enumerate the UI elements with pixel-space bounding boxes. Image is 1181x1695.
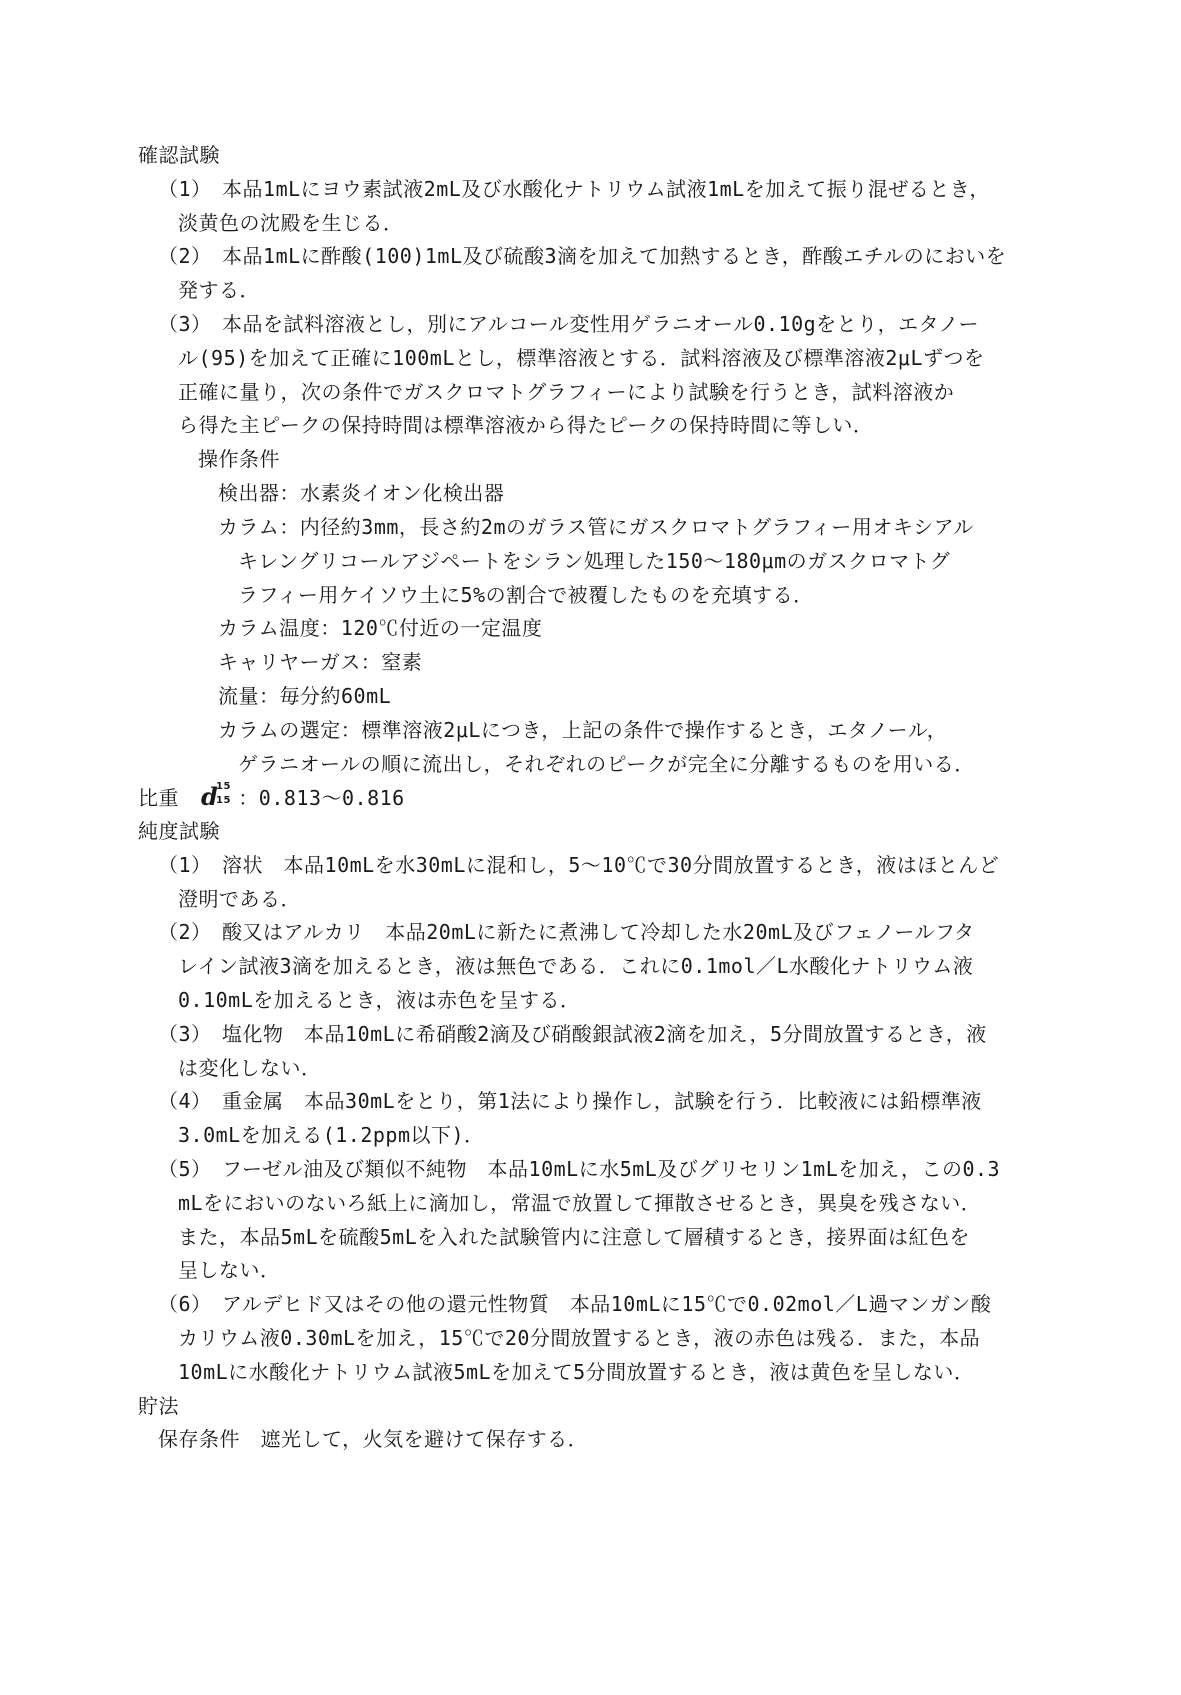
- purity-item6-line2: カリウム液0.30mLを加え，15℃で20分間放置するとき，液の赤色は残る．また，本品: [178, 1326, 981, 1350]
- conditions-detector: 検出器：水素炎イオン化検出器: [218, 481, 505, 505]
- density-symbol-letter: d: [201, 782, 219, 811]
- density-symbol: [201, 781, 231, 811]
- specific-gravity: [138, 781, 405, 811]
- conditions-heading: 操作条件: [198, 447, 280, 471]
- identification-item3-line2: ル(95)を加えて正確に100mLとし，標準溶液とする．試料溶液及び標準溶液2μLずつを: [178, 346, 985, 370]
- purity-item2-line2: レイン試液3滴を加えるとき，液は無色である．これに0.1mol／L水酸化ナトリウム液: [178, 954, 974, 978]
- purity-item6-line1: （6） アルデヒド又はその他の還元性物質 本品10mLに15℃で0.02mol／L過マンガン酸: [158, 1292, 992, 1316]
- conditions-flow-rate: 流量：毎分約60mL: [218, 684, 392, 708]
- conditions-column-line3: ラフィー用ケイソウ土に5%の割合で被覆したものを充填する．: [238, 583, 814, 607]
- identification-item1-line2: 淡黄色の沈殿を生じる．: [178, 211, 404, 235]
- purity-item1-line1: （1） 溶状 本品10mLを水30mLに混和し，5～10℃で30分間放置するとき，液はほとんど: [158, 853, 1000, 877]
- storage-conditions: 保存条件 遮光して，火気を避けて保存する．: [158, 1427, 589, 1451]
- identification-item3-line1: （3） 本品を試料溶液とし，別にアルコール変性用ゲラニオール0.10gをとり，エタノー: [158, 312, 979, 336]
- density-superscript: 15: [216, 781, 231, 792]
- purity-item5-line4: 呈しない．: [178, 1258, 281, 1282]
- specific-gravity-value: ：0.813～0.816: [238, 786, 405, 810]
- purity-item3-line1: （3） 塩化物 本品10mLに希硝酸2滴及び硝酸銀試液2滴を加え，5分間放置するとき，液: [158, 1022, 987, 1046]
- purity-item4-line1: （4） 重金属 本品30mLをとり，第1法により操作し，試験を行う．比較液には鉛標準液: [158, 1089, 982, 1113]
- conditions-column-line2: キレングリコールアジペートをシラン処理した150～180μmのガスクロマトグ: [238, 549, 951, 573]
- purity-item2-line3: 0.10mLを加えるとき，液は赤色を呈する．: [178, 988, 581, 1012]
- purity-item1-line2: 澄明である．: [178, 887, 301, 911]
- purity-item5-line3: また，本品5mLを硫酸5mLを入れた試験管内に注意して層積するとき，接界面は紅色を: [178, 1225, 970, 1249]
- identification-heading: 確認試験: [138, 143, 220, 167]
- purity-item6-line3: 10mLに水酸化ナトリウム試液5mLを加えて5分間放置するとき，液は黄色を呈しない．: [178, 1360, 975, 1384]
- purity-item4-line2: 3.0mLを加える(1.2ppm以下)．: [178, 1123, 485, 1147]
- conditions-selection-line1: カラムの選定：標準溶液2μLにつき，上記の条件で操作するとき，エタノール，: [218, 718, 948, 742]
- density-subscript: 15: [216, 795, 231, 806]
- purity-item5-line1: （5） フーゼル油及び類似不純物 本品10mLに水5mL及びグリセリン1mLを加え，この0.3: [158, 1157, 1001, 1181]
- identification-item3-line4: ら得た主ピークの保持時間は標準溶液から得たピークの保持時間に等しい．: [178, 413, 874, 437]
- conditions-carrier-gas: キャリヤーガス：窒素: [218, 650, 423, 674]
- conditions-selection-line2: ゲラニオールの順に流出し，それぞれのピークが完全に分離するものを用いる．: [238, 752, 975, 776]
- purity-item2-line1: （2） 酸又はアルカリ 本品20mLに新たに煮沸して冷却した水20mL及びフェノールフタ: [158, 920, 975, 944]
- identification-item2-line2: 発する．: [178, 278, 260, 302]
- specific-gravity-label: 比重: [138, 786, 179, 810]
- identification-item3-line3: 正確に量り，次の条件でガスクロマトグラフィーにより試験を行うとき，試料溶液か: [178, 380, 955, 404]
- conditions-column-temp: カラム温度：120℃付近の一定温度: [218, 616, 543, 640]
- purity-item3-line2: は変化しない．: [178, 1056, 322, 1080]
- purity-item5-line2: mLをにおいのないろ紙上に滴加し，常温で放置して揮散させるとき，異臭を残さない．: [178, 1191, 982, 1215]
- storage-heading: 貯法: [138, 1394, 179, 1418]
- purity-heading: 純度試験: [138, 819, 220, 843]
- conditions-column-line1: カラム：内径約3mm，長さ約2mのガラス管にガスクロマトグラフィー用オキシアル: [218, 515, 974, 539]
- identification-item2-line1: （2） 本品1mLに酢酸(100)1mL及び硫酸3滴を加えて加熱するとき，酢酸エチルのにおいを: [158, 244, 1007, 268]
- identification-item1-line1: （1） 本品1mLにヨウ素試液2mL及び水酸化ナトリウム試液1mLを加えて振り混ぜるとき，: [158, 177, 990, 201]
